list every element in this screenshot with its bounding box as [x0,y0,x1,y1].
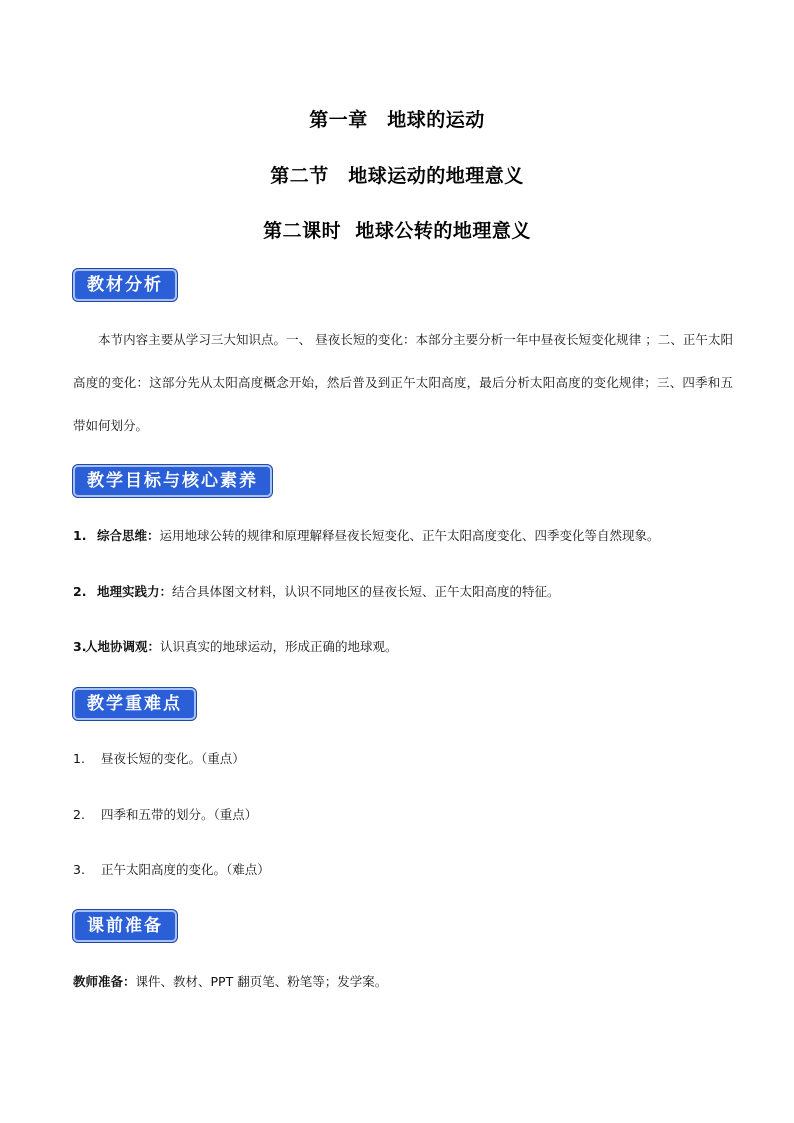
key-point-item [73,750,733,768]
key-point-item [73,861,733,879]
objective-label: 综合思维： [97,528,160,543]
key-point-text: 四季和五带的划分。（重点） [101,807,258,822]
objective-text: 运用地球公转的规律和原理解释昼夜长短变化、正午太阳高度变化、四季变化等自然现象。 [159,528,660,543]
preparation-line [73,973,733,991]
material-analysis-heading: 教材分析 [73,269,177,301]
key-point-number: 2. [73,807,85,822]
lesson-title: 第二课时 地球公转的地理意义 [263,220,531,242]
key-points-heading: 教学重难点 [73,688,196,720]
section-title: 第二节 地球运动的地理意义 [270,165,524,187]
material-analysis-text: 本节内容主要从学习三大知识点。一、 昼夜长短的变化：本部分主要分析一年中昼夜长短变化规律 ；二、正午太阳高度的变化：这部分先从太阳高度概念开始，然后普及到正午太阳高度，最后分析太阳高度的变化规律；三、四季和五带如何划分。 [73,332,733,433]
objective-number: 2. [73,584,87,599]
objectives-heading: 教学目标与核心素养 [73,465,272,497]
key-point-text: 正午太阳高度的变化。（难点） [101,862,270,877]
objective-item [73,583,733,601]
objective-text: 结合具体图文材料，认识不同地区的昼夜长短、正午太阳高度的特征。 [172,584,560,599]
chapter-title: 第一章 地球的运动 [309,109,485,131]
objective-item [73,638,733,656]
preparation-heading: 课前准备 [73,910,177,942]
key-point-text: 昼夜长短的变化。（重点） [101,751,245,766]
objective-text: 认识真实的地球运动，形成正确的地球观。 [160,639,398,654]
key-point-number: 3. [73,862,85,877]
key-point-item [73,806,733,824]
objective-label: 地理实践力： [97,584,173,599]
objective-label: 人地协调观： [85,639,161,654]
objective-item [73,527,733,545]
preparation-text: 课件、教材、PPT 翻页笔、粉笔等；发学案。 [135,974,388,989]
preparation-label: 教师准备： [73,974,136,989]
objective-number: 1. [73,528,87,543]
key-point-number: 1. [73,751,85,766]
objective-number: 3. [73,639,87,654]
